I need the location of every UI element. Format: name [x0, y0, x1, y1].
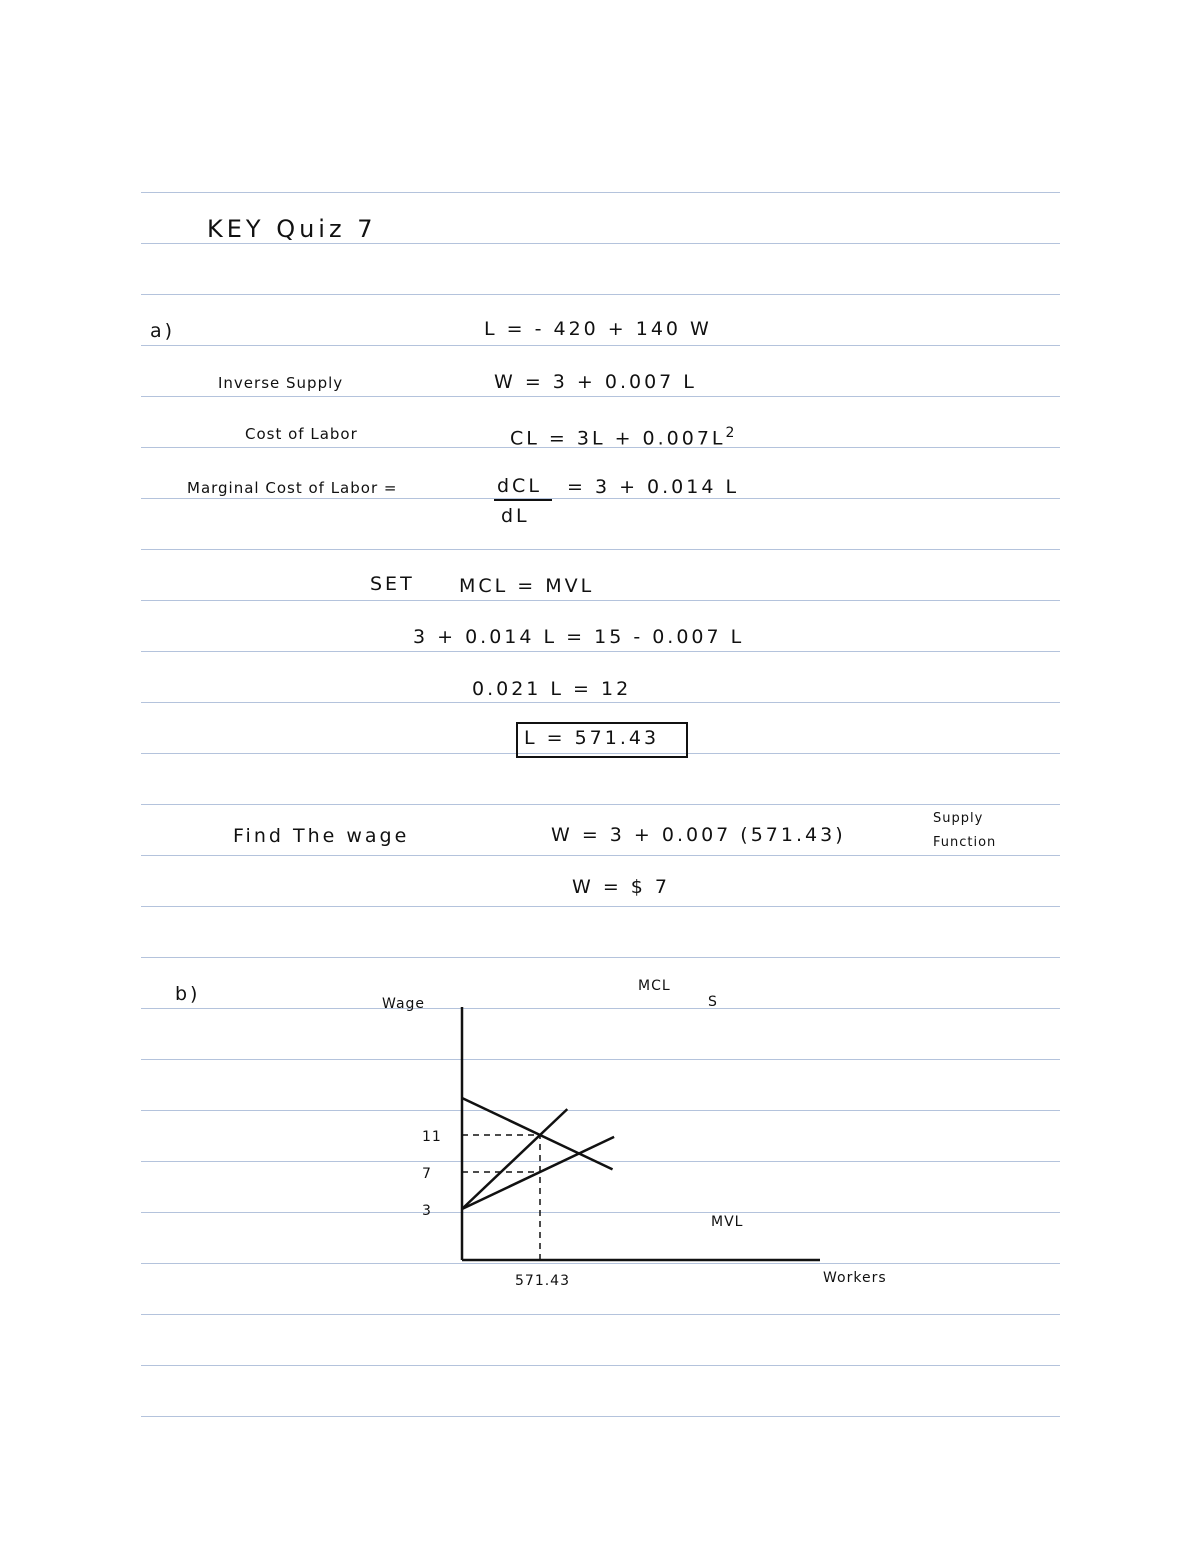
x-axis-label: Workers	[823, 1270, 887, 1286]
y-tick-label: 11	[422, 1129, 442, 1145]
y-tick-label: 3	[422, 1203, 432, 1219]
series-label-s: S	[708, 994, 718, 1010]
x-tick-label: 571.43	[515, 1273, 570, 1289]
set-equation: MCL = MVL	[459, 575, 595, 597]
series-lines	[462, 1098, 614, 1209]
inverse-supply-label: Inverse Supply	[218, 374, 344, 392]
supply-equation: L = - 420 + 140 W	[484, 318, 712, 340]
cost-of-labor-exponent: 2	[725, 425, 738, 441]
series-line-s	[462, 1137, 614, 1209]
solve-step-1: 3 + 0.014 L = 15 - 0.007 L	[413, 626, 745, 648]
set-label: SET	[370, 573, 415, 595]
wage-result: W = $ 7	[572, 876, 671, 898]
cost-of-labor-base: CL = 3L + 0.007L	[510, 427, 726, 450]
derivative-denominator: dL	[501, 505, 530, 527]
y-tick-label: 7	[422, 1166, 432, 1182]
part-a-label: a)	[150, 320, 176, 342]
labor-result: L = 571.43	[524, 727, 660, 749]
marginal-cost-equation: = 3 + 0.014 L	[567, 476, 740, 498]
series-label-mcl: MCL	[638, 978, 671, 994]
series-label-mvl: MVL	[711, 1214, 744, 1230]
cost-of-labor-label: Cost of Labor	[245, 425, 358, 443]
page-title: KEY Quiz 7	[207, 215, 377, 243]
y-axis-label: Wage	[382, 996, 426, 1012]
series-line-mvl	[462, 1098, 613, 1169]
supply-function-note-line1: Supply	[933, 811, 984, 826]
wage-equation: W = 3 + 0.007 (571.43)	[551, 824, 846, 846]
part-b-label: b)	[175, 983, 201, 1005]
marginal-cost-label: Marginal Cost of Labor =	[187, 479, 398, 497]
inverse-supply-equation: W = 3 + 0.007 L	[494, 371, 697, 393]
graph-axes	[462, 1007, 820, 1260]
derivative-numerator: dCL	[497, 475, 542, 497]
find-wage-label: Find The wage	[233, 825, 410, 847]
solve-step-2: 0.021 L = 12	[472, 678, 632, 700]
graph-labels	[382, 978, 887, 1289]
supply-function-note-line2: Function	[933, 835, 997, 850]
